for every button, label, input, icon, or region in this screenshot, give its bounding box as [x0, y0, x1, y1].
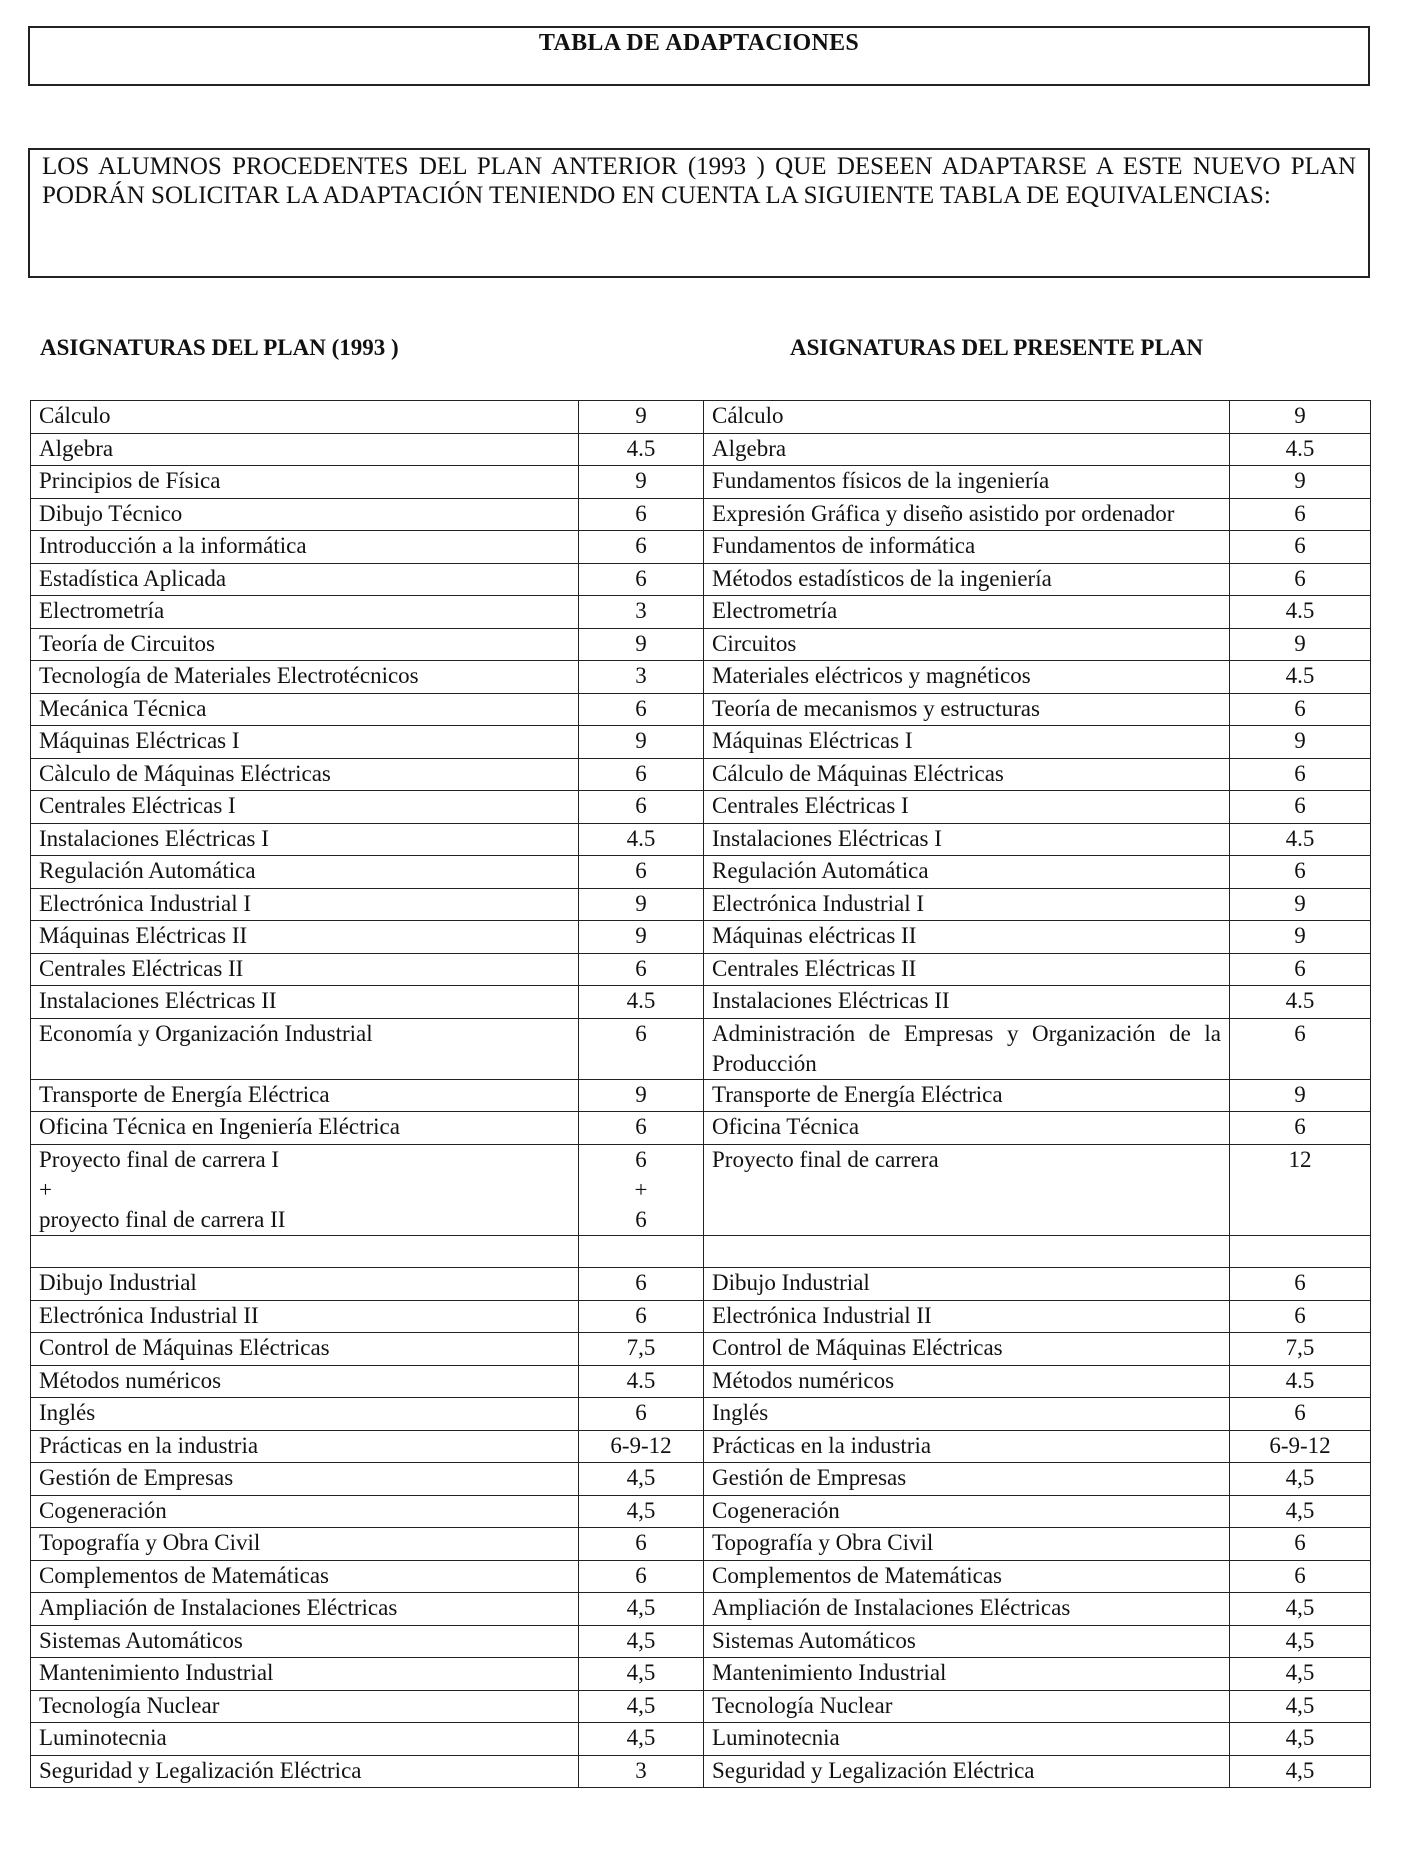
old-subject-cell: Mecánica Técnica — [31, 693, 579, 726]
new-credits-cell: 6 — [1230, 953, 1371, 986]
old-subject-cell: Luminotecnia — [31, 1723, 579, 1756]
old-credits-cell: 6 — [579, 1560, 704, 1593]
old-subject-cell: Inglés — [31, 1398, 579, 1431]
table-row — [31, 596, 1371, 629]
old-credits-cell: 9 — [579, 921, 704, 954]
table-row — [31, 791, 1371, 824]
table-row — [31, 986, 1371, 1019]
new-subject-cell: Cálculo — [704, 401, 1230, 434]
equivalence-table-body — [31, 401, 1371, 1788]
new-credits-cell: 6 — [1230, 791, 1371, 824]
new-plan-heading: ASIGNATURAS DEL PRESENTE PLAN — [790, 335, 1204, 360]
new-subject-cell: Fundamentos físicos de la ingeniería — [704, 466, 1230, 499]
new-subject-cell: Métodos estadísticos de la ingeniería — [704, 563, 1230, 596]
new-credits-cell: 4,5 — [1230, 1495, 1371, 1528]
new-subject-cell: Algebra — [704, 433, 1230, 466]
new-subject-cell: Centrales Eléctricas I — [704, 791, 1230, 824]
new-credits-cell: 4,5 — [1230, 1593, 1371, 1626]
table-row — [31, 1495, 1371, 1528]
old-credits-cell: 6 — [579, 531, 704, 564]
old-credits-cell: 3 — [579, 661, 704, 694]
document-title: TABLA DE ADAPTACIONES — [538, 30, 860, 56]
old-subject-cell: Mantenimiento Industrial — [31, 1658, 579, 1691]
old-credits-cell: 6 — [579, 693, 704, 726]
new-credits-cell: 9 — [1230, 888, 1371, 921]
new-credits-cell: 4.5 — [1230, 823, 1371, 856]
old-credits-cell: 6 — [579, 1018, 704, 1079]
old-subject-cell: Prácticas en la industria — [31, 1430, 579, 1463]
old-credits-cell: 9 — [579, 888, 704, 921]
old-credits-cell: 4.5 — [579, 433, 704, 466]
old-subject-cell: Gestión de Empresas — [31, 1463, 579, 1496]
old-subject-cell: Economía y Organización Industrial — [31, 1018, 579, 1079]
new-credits-cell: 4.5 — [1230, 661, 1371, 694]
new-subject-cell: Luminotecnia — [704, 1723, 1230, 1756]
new-subject-cell: Cálculo de Máquinas Eléctricas — [704, 758, 1230, 791]
new-credits-cell: 6 — [1230, 856, 1371, 889]
new-subject-cell: Topografía y Obra Civil — [704, 1528, 1230, 1561]
table-row — [31, 693, 1371, 726]
table-row — [31, 1300, 1371, 1333]
old-credits-cell: 9 — [579, 726, 704, 759]
new-credits-cell — [1230, 1235, 1371, 1268]
old-subject-cell: Instalaciones Eléctricas II — [31, 986, 579, 1019]
old-subject-cell: Estadística Aplicada — [31, 563, 579, 596]
old-plan-heading: ASIGNATURAS DEL PLAN (1993 ) — [40, 335, 399, 360]
new-subject-cell: Proyecto final de carrera — [704, 1144, 1230, 1235]
new-subject-cell: Electrometría — [704, 596, 1230, 629]
new-credits-cell: 9 — [1230, 1079, 1371, 1112]
new-subject-cell: Control de Máquinas Eléctricas — [704, 1333, 1230, 1366]
table-row — [31, 1625, 1371, 1658]
old-credits-cell: 3 — [579, 596, 704, 629]
new-credits-cell: 4,5 — [1230, 1463, 1371, 1496]
new-credits-cell: 6 — [1230, 1560, 1371, 1593]
table-row — [31, 1430, 1371, 1463]
table-row — [31, 498, 1371, 531]
new-credits-cell: 4.5 — [1230, 986, 1371, 1019]
old-subject-cell: Principios de Física — [31, 466, 579, 499]
new-credits-cell: 6 — [1230, 758, 1371, 791]
old-subject-cell: Complementos de Matemáticas — [31, 1560, 579, 1593]
table-row — [31, 433, 1371, 466]
table-row — [31, 1690, 1371, 1723]
old-subject-cell — [31, 1235, 579, 1268]
new-subject-cell: Máquinas eléctricas II — [704, 921, 1230, 954]
old-subject-cell: Cálculo — [31, 401, 579, 434]
new-credits-cell: 9 — [1230, 628, 1371, 661]
table-row — [31, 1018, 1371, 1079]
new-credits-cell: 6 — [1230, 1018, 1371, 1079]
old-subject-cell: Transporte de Energía Eléctrica — [31, 1079, 579, 1112]
table-row — [31, 1268, 1371, 1301]
table-row — [31, 953, 1371, 986]
old-credits-cell: 6 — [579, 498, 704, 531]
table-row — [31, 1593, 1371, 1626]
old-credits-cell: 6 — [579, 1268, 704, 1301]
new-subject-cell: Instalaciones Eléctricas I — [704, 823, 1230, 856]
old-credits-cell: 6 — [579, 953, 704, 986]
old-subject-cell: Dibujo Técnico — [31, 498, 579, 531]
old-subject-cell: Regulación Automática — [31, 856, 579, 889]
new-subject-cell: Fundamentos de informática — [704, 531, 1230, 564]
old-subject-cell: Electrometría — [31, 596, 579, 629]
table-row — [31, 888, 1371, 921]
old-credits-cell: 7,5 — [579, 1333, 704, 1366]
table-row — [31, 466, 1371, 499]
intro-box — [28, 148, 1370, 278]
old-subject-cell: Ampliación de Instalaciones Eléctricas — [31, 1593, 579, 1626]
table-row — [31, 661, 1371, 694]
old-subject-cell: Introducción a la informática — [31, 531, 579, 564]
old-subject-cell: Electrónica Industrial II — [31, 1300, 579, 1333]
old-credits-cell: 6 — [579, 791, 704, 824]
old-subject-cell: Oficina Técnica en Ingeniería Eléctrica — [31, 1112, 579, 1145]
new-subject-cell: Administración de Empresas y Organización de la Producción — [704, 1018, 1230, 1079]
new-subject-cell: Expresión Gráfica y diseño asistido por ordenador — [704, 498, 1230, 531]
old-subject-cell: Centrales Eléctricas I — [31, 791, 579, 824]
old-credits-cell: 9 — [579, 401, 704, 434]
table-row — [31, 1528, 1371, 1561]
table-row — [31, 1333, 1371, 1366]
old-credits-cell: 9 — [579, 1079, 704, 1112]
new-subject-cell: Seguridad y Legalización Eléctrica — [704, 1755, 1230, 1788]
new-credits-cell: 6 — [1230, 1398, 1371, 1431]
new-subject-cell: Centrales Eléctricas II — [704, 953, 1230, 986]
old-credits-cell: 4.5 — [579, 1365, 704, 1398]
old-credits-cell: 4,5 — [579, 1593, 704, 1626]
table-row — [31, 1755, 1371, 1788]
new-credits-cell: 4,5 — [1230, 1658, 1371, 1691]
old-subject-cell: Seguridad y Legalización Eléctrica — [31, 1755, 579, 1788]
new-subject-cell: Dibujo Industrial — [704, 1268, 1230, 1301]
new-subject-cell: Prácticas en la industria — [704, 1430, 1230, 1463]
old-credits-cell — [579, 1235, 704, 1268]
new-credits-cell: 6 — [1230, 1112, 1371, 1145]
new-credits-cell: 12 — [1230, 1144, 1371, 1235]
new-subject-cell: Oficina Técnica — [704, 1112, 1230, 1145]
old-credits-cell: 6 — [579, 1398, 704, 1431]
table-row — [31, 1365, 1371, 1398]
new-credits-cell: 6 — [1230, 531, 1371, 564]
table-row — [31, 921, 1371, 954]
new-credits-cell: 4.5 — [1230, 433, 1371, 466]
new-credits-cell: 6 — [1230, 693, 1371, 726]
new-credits-cell: 7,5 — [1230, 1333, 1371, 1366]
new-credits-cell: 4.5 — [1230, 1365, 1371, 1398]
old-subject-cell: Algebra — [31, 433, 579, 466]
old-subject-cell: Proyecto final de carrera I + proyecto final de carrera II — [31, 1144, 579, 1235]
old-credits-cell: 4,5 — [579, 1495, 704, 1528]
old-subject-cell: Sistemas Automáticos — [31, 1625, 579, 1658]
new-credits-cell: 4,5 — [1230, 1690, 1371, 1723]
new-credits-cell: 6-9-12 — [1230, 1430, 1371, 1463]
intro-text: LOS ALUMNOS PROCEDENTES DEL PLAN ANTERIOR (1993 ) QUE DESEEN ADAPTARSE A ESTE NUEVO PLAN PODRÁN SOLICITAR LA ADAPTACIÓN TENIENDO EN CUENTA LA SIGUIENTE TABLA DE EQUIVALENCIAS: — [42, 153, 1356, 209]
new-subject-cell: Inglés — [704, 1398, 1230, 1431]
old-subject-cell: Métodos numéricos — [31, 1365, 579, 1398]
old-subject-cell: Càlculo de Máquinas Eléctricas — [31, 758, 579, 791]
table-row — [31, 823, 1371, 856]
old-credits-cell: 4,5 — [579, 1625, 704, 1658]
old-subject-cell: Dibujo Industrial — [31, 1268, 579, 1301]
old-credits-cell: 6-9-12 — [579, 1430, 704, 1463]
table-row — [31, 628, 1371, 661]
new-subject-cell: Transporte de Energía Eléctrica — [704, 1079, 1230, 1112]
old-subject-cell: Control de Máquinas Eléctricas — [31, 1333, 579, 1366]
new-subject-cell: Complementos de Matemáticas — [704, 1560, 1230, 1593]
old-credits-cell: 6 — [579, 856, 704, 889]
new-subject-cell: Materiales eléctricos y magnéticos — [704, 661, 1230, 694]
new-credits-cell: 6 — [1230, 1528, 1371, 1561]
old-credits-cell: 4,5 — [579, 1723, 704, 1756]
old-credits-cell: 6 — [579, 1528, 704, 1561]
table-row — [31, 1235, 1371, 1268]
table-row — [31, 1658, 1371, 1691]
new-subject-cell: Sistemas Automáticos — [704, 1625, 1230, 1658]
table-row — [31, 1463, 1371, 1496]
old-subject-cell: Tecnología de Materiales Electrotécnicos — [31, 661, 579, 694]
table-row — [31, 401, 1371, 434]
table-row — [31, 1112, 1371, 1145]
new-credits-cell: 9 — [1230, 921, 1371, 954]
old-credits-cell: 6 + 6 — [579, 1144, 704, 1235]
old-credits-cell: 6 — [579, 563, 704, 596]
old-credits-cell: 3 — [579, 1755, 704, 1788]
old-credits-cell: 4,5 — [579, 1463, 704, 1496]
new-subject-cell: Circuitos — [704, 628, 1230, 661]
new-subject-cell: Tecnología Nuclear — [704, 1690, 1230, 1723]
old-subject-cell: Instalaciones Eléctricas I — [31, 823, 579, 856]
old-credits-cell: 9 — [579, 466, 704, 499]
new-credits-cell: 9 — [1230, 466, 1371, 499]
new-credits-cell: 6 — [1230, 1300, 1371, 1333]
old-subject-cell: Cogeneración — [31, 1495, 579, 1528]
table-row — [31, 563, 1371, 596]
old-subject-cell: Topografía y Obra Civil — [31, 1528, 579, 1561]
table-row — [31, 856, 1371, 889]
old-credits-cell: 9 — [579, 628, 704, 661]
old-credits-cell: 4.5 — [579, 986, 704, 1019]
new-credits-cell: 9 — [1230, 726, 1371, 759]
old-subject-cell: Tecnología Nuclear — [31, 1690, 579, 1723]
new-credits-cell: 9 — [1230, 401, 1371, 434]
new-subject-cell: Gestión de Empresas — [704, 1463, 1230, 1496]
old-credits-cell: 4.5 — [579, 823, 704, 856]
old-subject-cell: Centrales Eléctricas II — [31, 953, 579, 986]
new-subject-cell: Electrónica Industrial I — [704, 888, 1230, 921]
new-credits-cell: 4.5 — [1230, 596, 1371, 629]
new-subject-cell: Electrónica Industrial II — [704, 1300, 1230, 1333]
new-subject-cell: Máquinas Eléctricas I — [704, 726, 1230, 759]
new-subject-cell: Cogeneración — [704, 1495, 1230, 1528]
old-credits-cell: 4,5 — [579, 1658, 704, 1691]
table-row — [31, 1398, 1371, 1431]
title-box — [28, 26, 1370, 86]
old-credits-cell: 4,5 — [579, 1690, 704, 1723]
table-row — [31, 726, 1371, 759]
new-credits-cell: 6 — [1230, 563, 1371, 596]
old-credits-cell: 6 — [579, 758, 704, 791]
old-subject-cell: Teoría de Circuitos — [31, 628, 579, 661]
table-row — [31, 531, 1371, 564]
old-subject-cell: Electrónica Industrial I — [31, 888, 579, 921]
new-subject-cell: Instalaciones Eléctricas II — [704, 986, 1230, 1019]
new-credits-cell: 6 — [1230, 498, 1371, 531]
equivalence-table — [30, 400, 1371, 1788]
new-subject-cell: Teoría de mecanismos y estructuras — [704, 693, 1230, 726]
old-credits-cell: 6 — [579, 1300, 704, 1333]
new-credits-cell: 4,5 — [1230, 1755, 1371, 1788]
table-row — [31, 1144, 1371, 1235]
table-row — [31, 1723, 1371, 1756]
new-subject-cell: Mantenimiento Industrial — [704, 1658, 1230, 1691]
table-row — [31, 1079, 1371, 1112]
new-subject-cell: Regulación Automática — [704, 856, 1230, 889]
new-subject-cell: Métodos numéricos — [704, 1365, 1230, 1398]
table-row — [31, 758, 1371, 791]
old-subject-cell: Máquinas Eléctricas II — [31, 921, 579, 954]
old-subject-cell: Máquinas Eléctricas I — [31, 726, 579, 759]
new-credits-cell: 4,5 — [1230, 1723, 1371, 1756]
new-subject-cell — [704, 1235, 1230, 1268]
new-credits-cell: 4,5 — [1230, 1625, 1371, 1658]
old-credits-cell: 6 — [579, 1112, 704, 1145]
table-row — [31, 1560, 1371, 1593]
new-credits-cell: 6 — [1230, 1268, 1371, 1301]
new-subject-cell: Ampliación de Instalaciones Eléctricas — [704, 1593, 1230, 1626]
